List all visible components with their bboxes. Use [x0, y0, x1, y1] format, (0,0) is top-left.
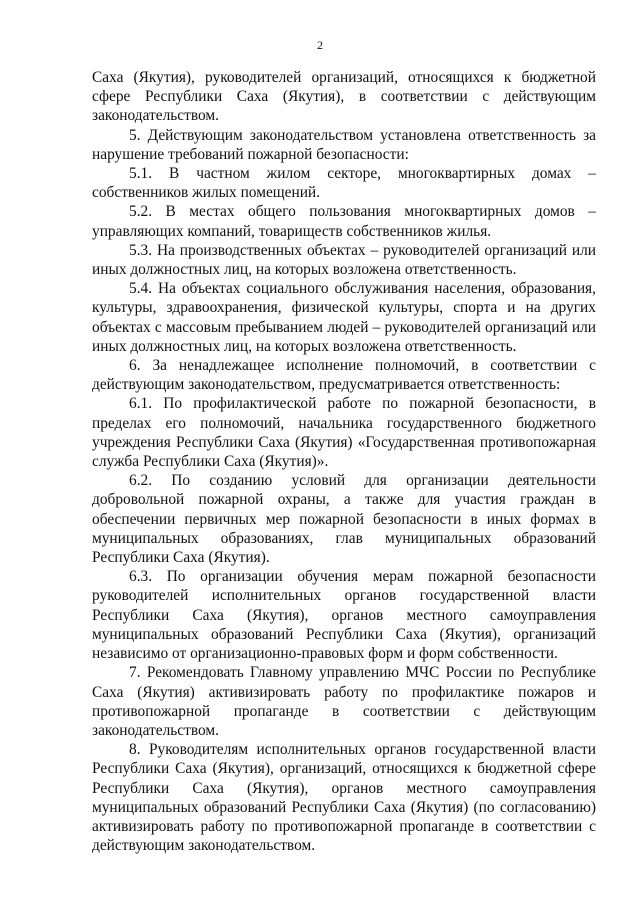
- paragraph-5-2: 5.2. В местах общего пользования многоквартирных домов – управляющих компаний, товариществ собственников жилья.: [92, 203, 596, 240]
- paragraph-6-1: 6.1. По профилактической работе по пожарной безопасности, в пределах его полномочий, начальника государственного бюджетного учреждения Республики Саха (Якутия) «Государственная противопожарная служба Республики Саха (Якутия)».: [92, 395, 596, 471]
- paragraph-continuation: Саха (Якутия), руководителей организаций, относящихся к бюджетной сфере Республики Саха (Якутия), в соответствии с действующим законодательством.: [92, 69, 596, 125]
- paragraph-5-3: 5.3. На производственных объектах – руководителей организаций или иных должностных лиц, на которых возложена ответственность.: [92, 241, 596, 279]
- paragraph-5-4: 5.4. На объектах социального обслуживания населения, образования, культуры, здравоохранения, физической культуры, спорта и на других объектах с массовым пребыванием людей – руководителей организаций или иных должностных лиц, на которых возложена ответственность.: [92, 280, 596, 355]
- paragraph-5-1: 5.1. В частном жилом секторе, многоквартирных домах – собственников жилых помещений.: [92, 165, 596, 202]
- paragraph-6-2: 6.2. По созданию условий для организации деятельности добровольной пожарной охраны, а также для участия граждан в обеспечении первичных мер пожарной безопасности в иных формах в муниципальных образованиях, глав муниципальных образований Республики Саха (Якутия).: [92, 472, 596, 567]
- paragraph-8: 8. Руководителям исполнительных органов государственной власти Республики Саха (Якутия), организаций, относящихся к бюджетной сфере Республики Саха (Якутия), органов местного самоуправления муниципальных образований Республики Саха (Якутия) (по согласованию) активизировать работу по противопожарной пропаганде в соответствии с действующим законодательством.: [92, 741, 596, 855]
- paragraph-6: 6. За ненадлежащее исполнение полномочий, в соответствии с действующим законодательством, предусматривается ответственность:: [92, 357, 596, 394]
- paragraph-5: 5. Действующим законодательством установлена ответственность за нарушение требований пожарной безопасности:: [92, 126, 596, 163]
- paragraph-7: 7. Рекомендовать Главному управлению МЧС России по Республике Саха (Якутия) активизировать работу по профилактике пожаров и противопожарной пропаганде в соответствии с действующим законодательством.: [92, 664, 596, 739]
- document-body: [92, 68, 596, 855]
- paragraph-6-3: 6.3. По организации обучения мерам пожарной безопасности руководителей исполнительных органов государственной власти Республики Саха (Якутия), органов местного самоуправления муниципальных образований Республики Саха (Якутия), организаций независимо от организационно-правовых форм и форм собственности.: [92, 568, 596, 663]
- page-number: 2: [317, 38, 323, 52]
